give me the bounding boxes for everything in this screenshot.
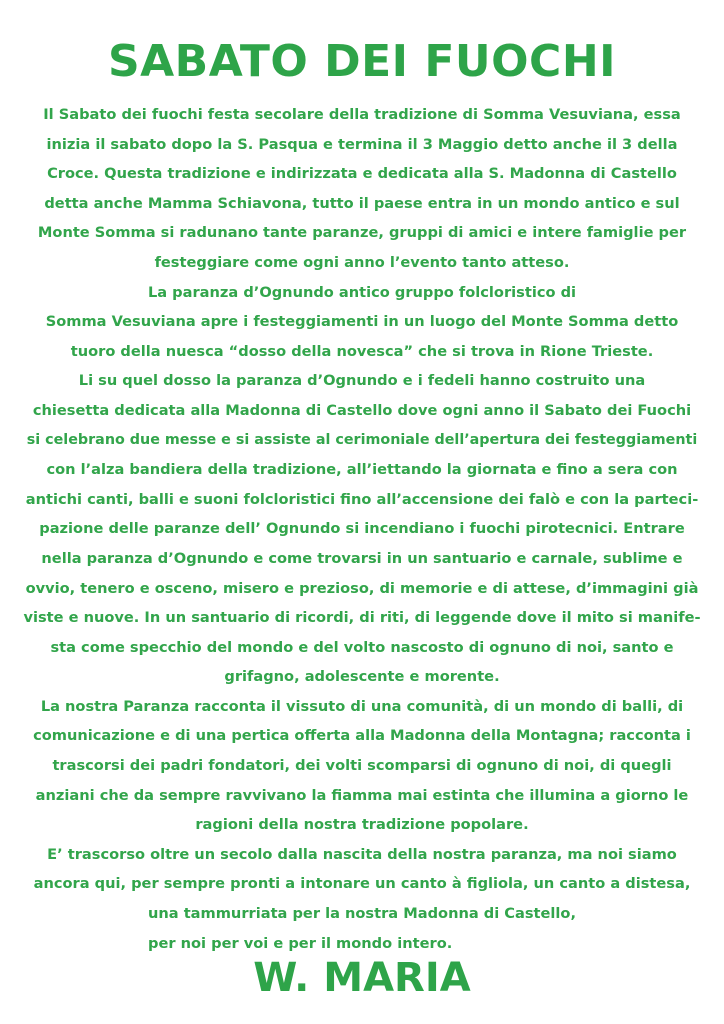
body-line: grifagno, adolescente e morente.	[224, 668, 500, 686]
body-line: detta anche Mamma Schiavona, tutto il paese entra in un mondo antico e sul	[44, 194, 680, 212]
body-line: per noi per voi e per il mondo intero.	[148, 934, 453, 952]
body-line: trascorsi dei padri fondatori, dei volti scomparsi di ognuno di noi, di quegli	[52, 757, 672, 775]
body-line: La nostra Paranza racconta il vissuto di una comunità, di un mondo di balli, di	[40, 697, 684, 715]
body-line: Li su quel dosso la paranza d’Ognundo e i fedeli hanno costruito una	[78, 372, 646, 390]
document-body	[20, 100, 704, 958]
body-line: tuoro della nuesca “dosso della novesca” che si trova in Rione Trieste.	[70, 342, 654, 360]
body-line: Monte Somma si radunano tante paranze, gruppi di amici e intere famiglie per	[37, 224, 687, 242]
body-line: Somma Vesuviana apre i festeggiamenti in un luogo del Monte Somma detto	[45, 313, 679, 331]
body-line: con l’alza bandiera della tradizione, all’iettando la giornata e fino a sera con	[46, 461, 678, 479]
body-line: sta come specchio del mondo e del volto nascosto di ognuno di noi, santo e	[50, 638, 674, 656]
body-line: ragioni della nostra tradizione popolare.	[195, 816, 529, 834]
body-line: E’ trascorso oltre un secolo dalla nascita della nostra paranza, ma noi siamo	[47, 845, 677, 863]
body-line: Croce. Questa tradizione e indirizzata e dedicata alla S. Madonna di Castello	[47, 165, 677, 183]
body-line: ancora qui, per sempre pronti a intonare un canto à figliola, un canto a distesa,	[33, 875, 691, 893]
body-line: festeggiare come ogni anno l’evento tanto atteso.	[154, 253, 570, 271]
body-line: La paranza d’Ognundo antico gruppo folcloristico di	[147, 283, 577, 301]
body-line: una tammurriata per la nostra Madonna di Castello,	[147, 905, 576, 923]
body-line: si celebrano due messe e si assiste al cerimoniale dell’apertura dei festeggiamenti	[26, 431, 698, 448]
body-line: nella paranza d’Ognundo e come trovarsi in un santuario e carnale, sublime e	[41, 549, 683, 567]
body-line: viste e nuove. In un santuario di ricordi, di riti, di leggende dove il mito si manife-	[23, 609, 701, 627]
body-line: comunicazione e di una pertica offerta alla Madonna della Montagna; racconta i	[33, 727, 691, 745]
body-line: antichi canti, balli e suoni folcloristici fino all’accensione dei falò e con la parteci-	[25, 490, 699, 508]
body-line: ovvio, tenero e osceno, misero e prezioso, di memorie e di attese, d’immagini già	[25, 579, 699, 597]
document-title: SABATO DEI FUOCHI	[107, 36, 617, 87]
body-line: Il Sabato dei fuochi festa secolare della tradizione di Somma Vesuviana, essa	[43, 106, 681, 123]
body-line: pazione delle paranze dell’ Ognundo si incendiano i fuochi pirotecnici. Entrare	[39, 520, 685, 538]
closing-title: W. MARIA	[253, 955, 471, 1001]
body-line: inizia il sabato dopo la S. Pasqua e termina il 3 Maggio detto anche il 3 della	[46, 135, 678, 153]
body-line: anziani che da sempre ravvivano la fiamma mai estinta che illumina a giorno le	[35, 786, 689, 804]
body-line: chiesetta dedicata alla Madonna di Castello dove ogni anno il Sabato dei Fuochi	[32, 401, 692, 419]
